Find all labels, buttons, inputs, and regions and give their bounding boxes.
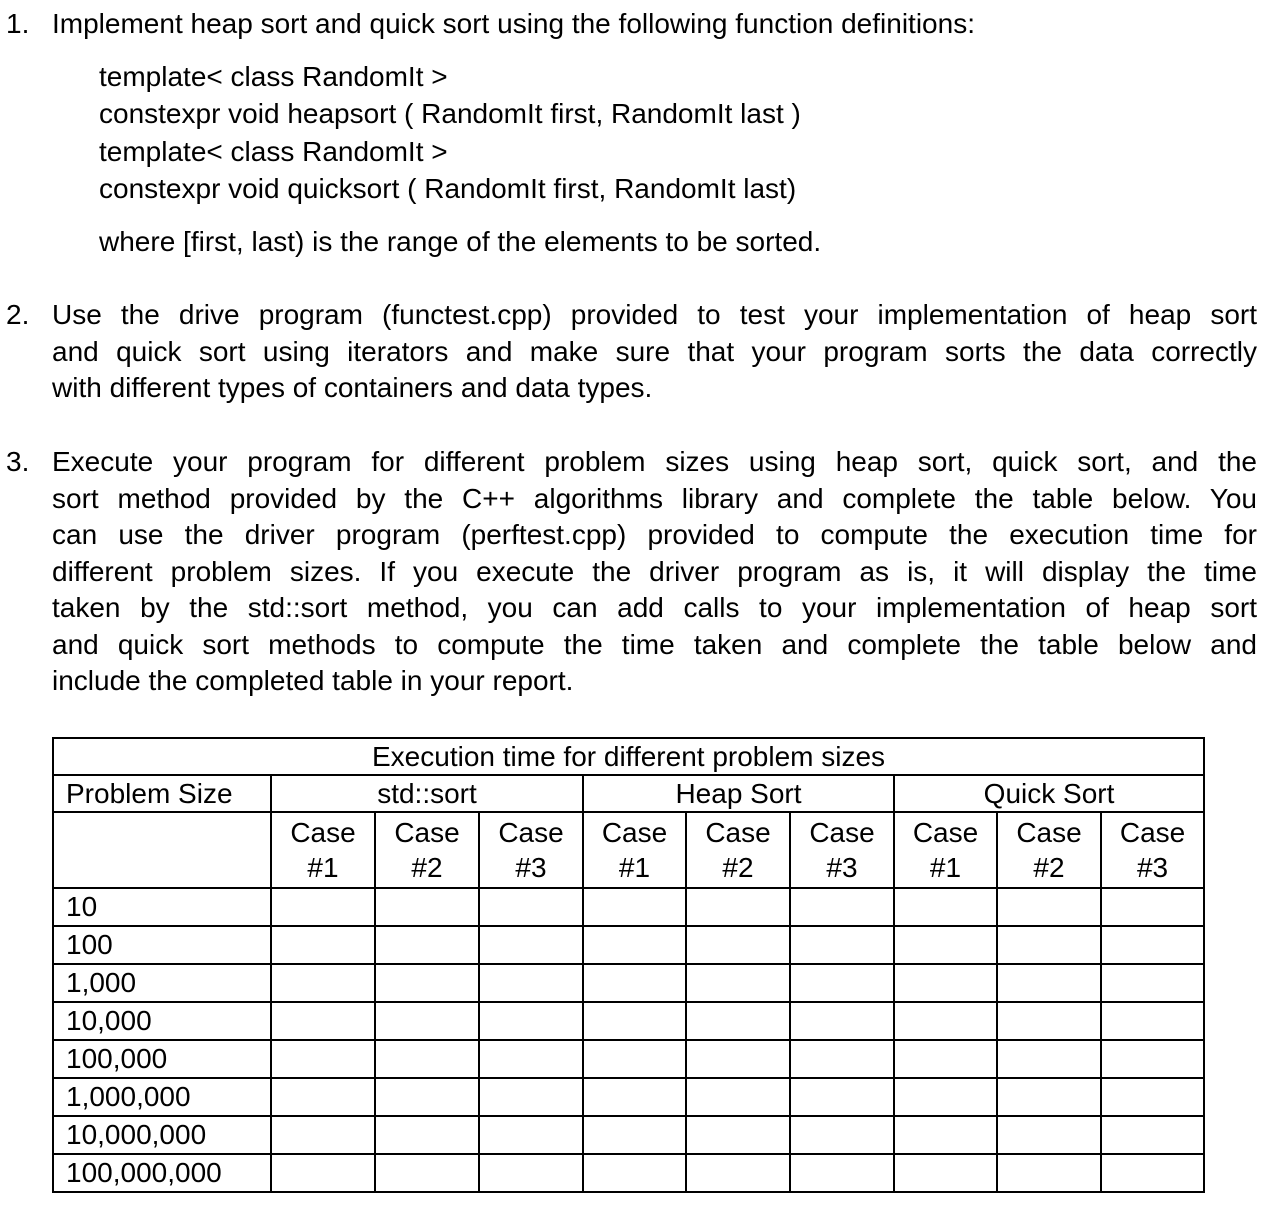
time-cell xyxy=(997,1078,1101,1116)
time-cell xyxy=(1101,1040,1204,1078)
time-cell xyxy=(894,964,997,1002)
problem-size-header: Problem Size xyxy=(53,775,271,812)
time-cell xyxy=(271,1154,375,1192)
time-cell xyxy=(271,1078,375,1116)
time-cell xyxy=(375,1154,479,1192)
case-number: #1 xyxy=(618,852,651,883)
time-cell xyxy=(583,1078,686,1116)
table-row xyxy=(53,1116,1204,1154)
time-cell xyxy=(790,926,894,964)
problem-size-cell: 10,000 xyxy=(53,1002,271,1040)
code-line: template< class RandomIt > xyxy=(99,135,448,167)
item-1-text xyxy=(52,6,1257,43)
item-2-line: with different types of containers and data types. xyxy=(52,372,653,403)
time-cell xyxy=(271,926,375,964)
time-cell xyxy=(686,1040,790,1078)
case-number: #1 xyxy=(307,852,339,883)
time-cell xyxy=(479,964,583,1002)
range-note: where [first, last) is the range of the elements to be sorted. xyxy=(99,226,822,257)
time-cell xyxy=(997,1116,1101,1154)
time-cell xyxy=(1101,1116,1204,1154)
time-cell xyxy=(790,1154,894,1192)
time-cell xyxy=(1101,1002,1204,1040)
table-row xyxy=(53,888,1204,926)
case-header xyxy=(1101,812,1204,888)
time-cell xyxy=(997,1002,1101,1040)
case-number: #3 xyxy=(826,852,858,883)
time-cell xyxy=(479,1154,583,1192)
case-number: #3 xyxy=(1136,852,1169,883)
table-title: Execution time for different problem sizes xyxy=(53,738,1204,775)
time-cell xyxy=(997,964,1101,1002)
time-cell xyxy=(997,926,1101,964)
case-header xyxy=(997,812,1101,888)
time-cell xyxy=(790,1116,894,1154)
case-header xyxy=(894,812,997,888)
time-cell xyxy=(790,964,894,1002)
method-header-heap-sort: Heap Sort xyxy=(583,775,894,812)
time-cell xyxy=(894,1116,997,1154)
problem-size-cell: 100,000,000 xyxy=(53,1154,271,1192)
case-label: Case xyxy=(498,817,564,848)
time-cell xyxy=(997,1154,1101,1192)
time-cell xyxy=(894,888,997,926)
time-cell xyxy=(479,1040,583,1078)
case-number: #3 xyxy=(515,852,547,883)
table-row xyxy=(53,1002,1204,1040)
time-cell xyxy=(686,964,790,1002)
case-header xyxy=(479,812,583,888)
case-number: #2 xyxy=(411,852,443,883)
time-cell xyxy=(271,964,375,1002)
problem-size-cell: 1,000 xyxy=(53,964,271,1002)
item-2-text xyxy=(52,297,1257,407)
time-cell xyxy=(271,888,375,926)
case-label: Case xyxy=(394,817,460,848)
problem-size-cell: 10 xyxy=(53,888,271,926)
code-line: template< class RandomIt > xyxy=(99,61,448,92)
case-label: Case xyxy=(1119,817,1186,848)
time-cell xyxy=(1101,1154,1204,1192)
time-cell xyxy=(790,888,894,926)
time-cell xyxy=(1101,964,1204,1002)
item-1-line: Implement heap sort and quick sort using the following function definitions: xyxy=(52,8,975,39)
time-cell xyxy=(375,888,479,926)
case-number: #2 xyxy=(722,852,754,883)
time-cell xyxy=(790,1002,894,1040)
time-cell xyxy=(479,1116,583,1154)
time-cell xyxy=(894,1040,997,1078)
time-cell xyxy=(583,1154,686,1192)
method-header-quick-sort: Quick Sort xyxy=(894,775,1204,812)
case-number: #1 xyxy=(929,852,962,883)
code-line: constexpr void quicksort ( RandomIt first, RandomIt last) xyxy=(99,172,797,204)
problem-size-cell: 100 xyxy=(53,926,271,964)
item-1-number: 1. xyxy=(6,8,30,39)
time-cell xyxy=(375,1078,479,1116)
time-cell xyxy=(479,888,583,926)
time-cell xyxy=(894,1154,997,1192)
case-label: Case xyxy=(290,817,356,848)
time-cell xyxy=(375,1116,479,1154)
problem-size-cell: 1,000,000 xyxy=(53,1078,271,1116)
time-cell xyxy=(375,1002,479,1040)
time-cell xyxy=(271,1116,375,1154)
case-header xyxy=(271,812,375,888)
case-label: Case xyxy=(601,817,668,848)
item-3-number: 3. xyxy=(6,446,30,477)
item-3-line: sort method provided by the C++ algorithms library and complete the table below. You xyxy=(52,482,1257,514)
time-cell xyxy=(894,1002,997,1040)
case-label: Case xyxy=(705,817,771,848)
execution-time-table xyxy=(52,737,1205,1193)
time-cell xyxy=(1101,926,1204,964)
time-cell xyxy=(686,888,790,926)
time-cell xyxy=(375,964,479,1002)
table-row xyxy=(53,964,1204,1002)
time-cell xyxy=(686,926,790,964)
table-row xyxy=(53,1154,1204,1192)
time-cell xyxy=(271,1040,375,1078)
time-cell xyxy=(583,888,686,926)
item-3-line: taken by the std::sort method, you can add calls to your implementation of heap sort xyxy=(52,592,1257,623)
time-cell xyxy=(686,1116,790,1154)
time-cell xyxy=(686,1154,790,1192)
time-cell xyxy=(894,1078,997,1116)
case-label: Case xyxy=(912,817,979,848)
problem-size-cell: 10,000,000 xyxy=(53,1116,271,1154)
time-cell xyxy=(375,1040,479,1078)
time-cell xyxy=(583,926,686,964)
time-cell xyxy=(583,1002,686,1040)
time-cell xyxy=(583,1040,686,1078)
table-row xyxy=(53,1078,1204,1116)
time-cell xyxy=(790,1040,894,1078)
time-cell xyxy=(997,888,1101,926)
time-cell xyxy=(790,1078,894,1116)
time-cell xyxy=(1101,888,1204,926)
time-cell xyxy=(686,1002,790,1040)
case-header xyxy=(583,812,686,888)
time-cell xyxy=(1101,1078,1204,1116)
function-signatures xyxy=(99,58,801,207)
time-cell xyxy=(997,1040,1101,1078)
item-2-line: and quick sort using iterators and make sure that your program sorts the data correctly xyxy=(52,335,1257,367)
item-3-line: include the completed table in your report. xyxy=(52,665,574,696)
time-cell xyxy=(479,926,583,964)
table-row xyxy=(53,1040,1204,1078)
case-label: Case xyxy=(1016,817,1082,848)
item-3-line: different problem sizes. If you execute the driver program as is, it will display the time xyxy=(52,555,1257,587)
time-cell xyxy=(479,1078,583,1116)
time-cell xyxy=(583,1116,686,1154)
code-line: constexpr void heapsort ( RandomIt first, RandomIt last ) xyxy=(99,98,801,130)
case-header xyxy=(790,812,894,888)
time-cell xyxy=(271,1002,375,1040)
case-header-blank xyxy=(53,812,271,888)
item-3-line: can use the driver program (perftest.cpp) provided to compute the execution time for xyxy=(52,519,1257,550)
time-cell xyxy=(686,1078,790,1116)
case-header xyxy=(375,812,479,888)
case-number: #2 xyxy=(1033,852,1065,883)
item-2-number: 2. xyxy=(6,299,30,330)
item-2-line: Use the drive program (functest.cpp) provided to test your implementation of heap sort xyxy=(52,299,1257,330)
time-cell xyxy=(375,926,479,964)
time-cell xyxy=(894,926,997,964)
case-header xyxy=(686,812,790,888)
problem-size-cell: 100,000 xyxy=(53,1040,271,1078)
case-label: Case xyxy=(809,817,875,848)
item-3-line: Execute your program for different problem sizes using heap sort, quick sort, and the xyxy=(52,446,1257,477)
method-header-std-sort: std::sort xyxy=(271,775,583,812)
item-3-text xyxy=(52,444,1257,700)
time-cell xyxy=(479,1002,583,1040)
item-3-line: and quick sort methods to compute the time taken and complete the table below and xyxy=(52,628,1257,660)
time-cell xyxy=(583,964,686,1002)
table-row xyxy=(53,926,1204,964)
